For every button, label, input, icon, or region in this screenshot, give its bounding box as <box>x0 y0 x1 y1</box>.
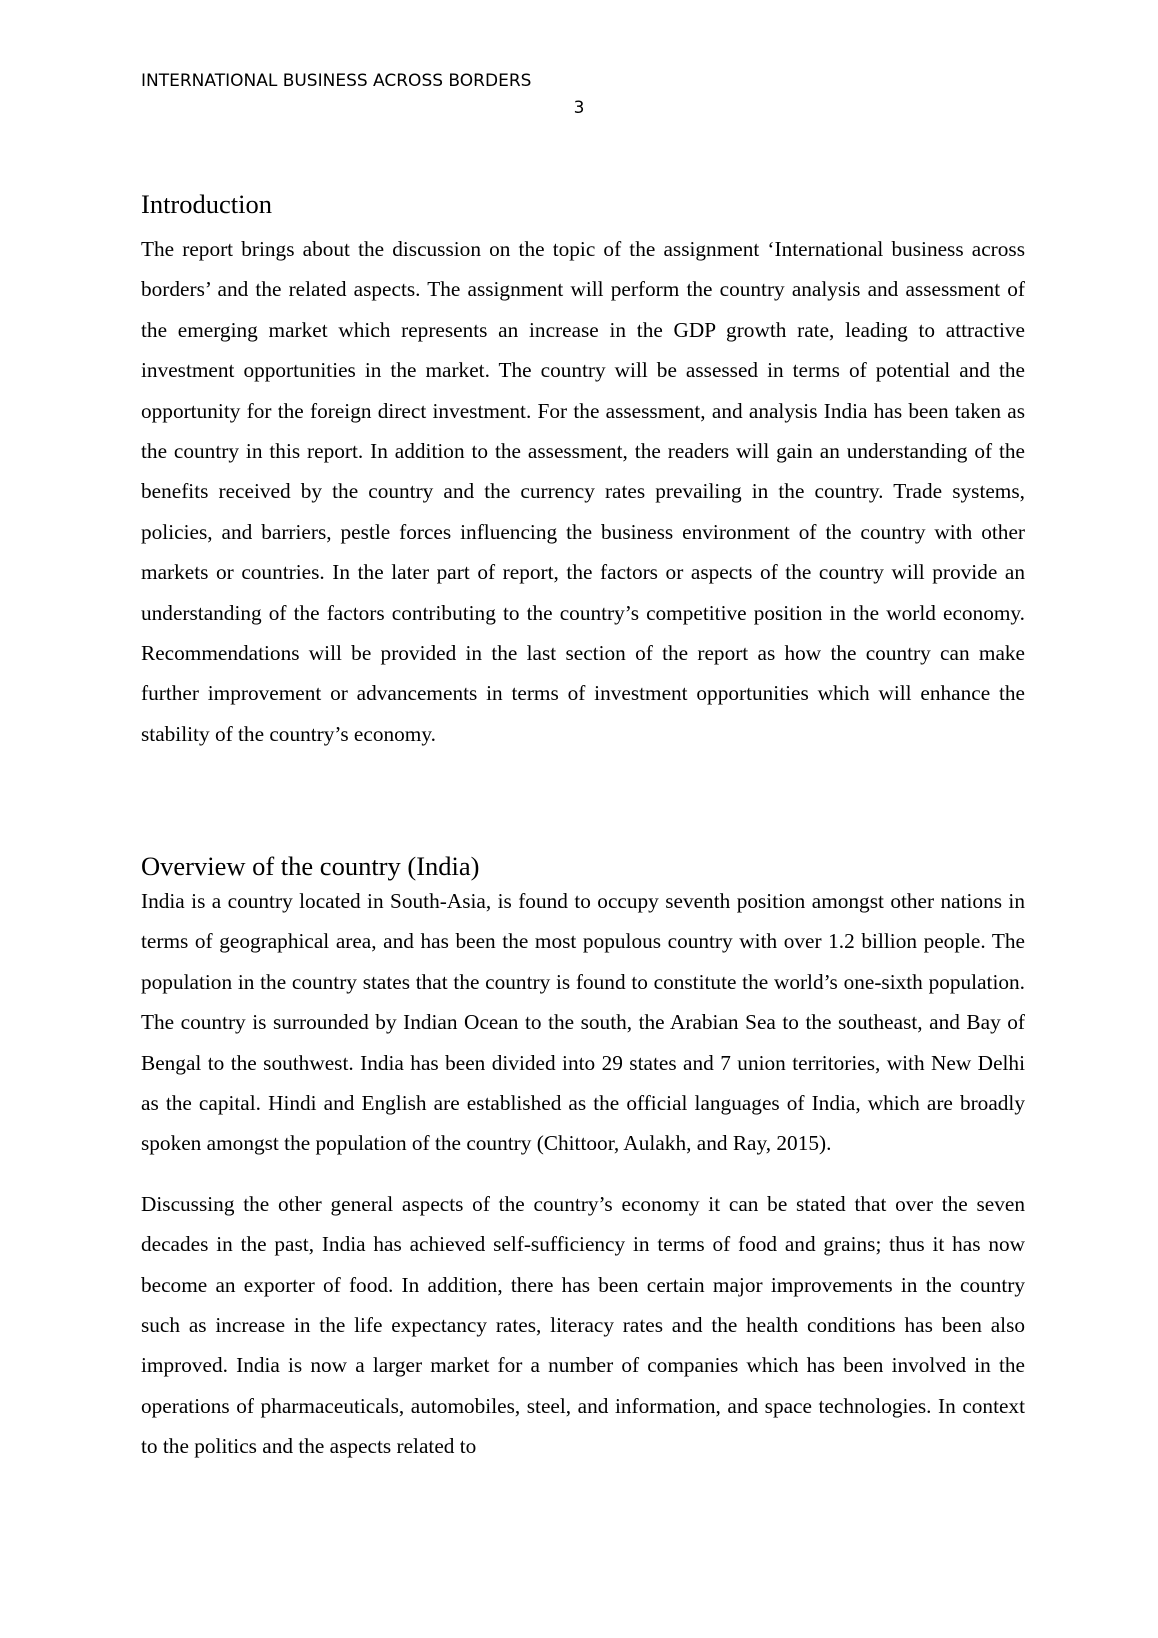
overview-paragraph-1: India is a country located in South-Asia, is found to occupy seventh position amongst other nations in terms of geographical area, and has been the most populous country with over 1.2 billion people. The population in the country states that the country is found to constitute the world’s one-sixth population. The country is surrounded by Indian Ocean to the south, the Arabian Sea to the southeast, and Bay of Bengal to the southwest. India has been divided into 29 states and 7 union territories, with New Delhi as the capital. Hindi and English are established as the official languages of India, which are broadly spoken amongst the population of the country (Chittoor, Aulakh, and Ray, 2015). <box>141 889 1025 1156</box>
introduction-section <box>141 189 1025 754</box>
introduction-paragraph: The report brings about the discussion on the topic of the assignment ‘International business across borders’ and the related aspects. The assignment will perform the country analysis and assessment of the emerging market which represents an increase in the GDP growth rate, leading to attractive investment opportunities in the market. The country will be assessed in terms of potential and the opportunity for the foreign direct investment. For the assessment, and analysis India has been taken as the country in this report. In addition to the assessment, the readers will gain an understanding of the benefits received by the country and the currency rates prevailing in the country. Trade systems, policies, and barriers, pestle forces influencing the business environment of the country with other markets or countries. In the later part of report, the factors or aspects of the country will provide an understanding of the factors contributing to the country’s competitive position in the world economy. Recommendations will be provided in the last section of the report as how the country can make further improvement or advancements in terms of investment opportunities which will enhance the stability of the country’s economy. <box>141 237 1025 746</box>
page-number: 3 <box>573 98 585 118</box>
overview-paragraph-2: Discussing the other general aspects of the country’s economy it can be stated that over the seven decades in the past, India has achieved self-sufficiency in terms of food and grains; thus it has now become an exporter of food. In addition, there has been certain major improvements in the country such as increase in the life expectancy rates, literacy rates and the health conditions has been also improved. India is now a larger market for a number of companies which has been involved in the operations of pharmaceuticals, automobiles, steel, and information, and space technologies. In context to the politics and the aspects related to <box>141 1191 1025 1459</box>
overview-heading: Overview of the country (India) <box>141 851 480 881</box>
running-header-title: INTERNATIONAL BUSINESS ACROSS BORDERS <box>141 71 532 91</box>
overview-section <box>141 851 1025 1467</box>
introduction-heading: Introduction <box>141 189 272 219</box>
